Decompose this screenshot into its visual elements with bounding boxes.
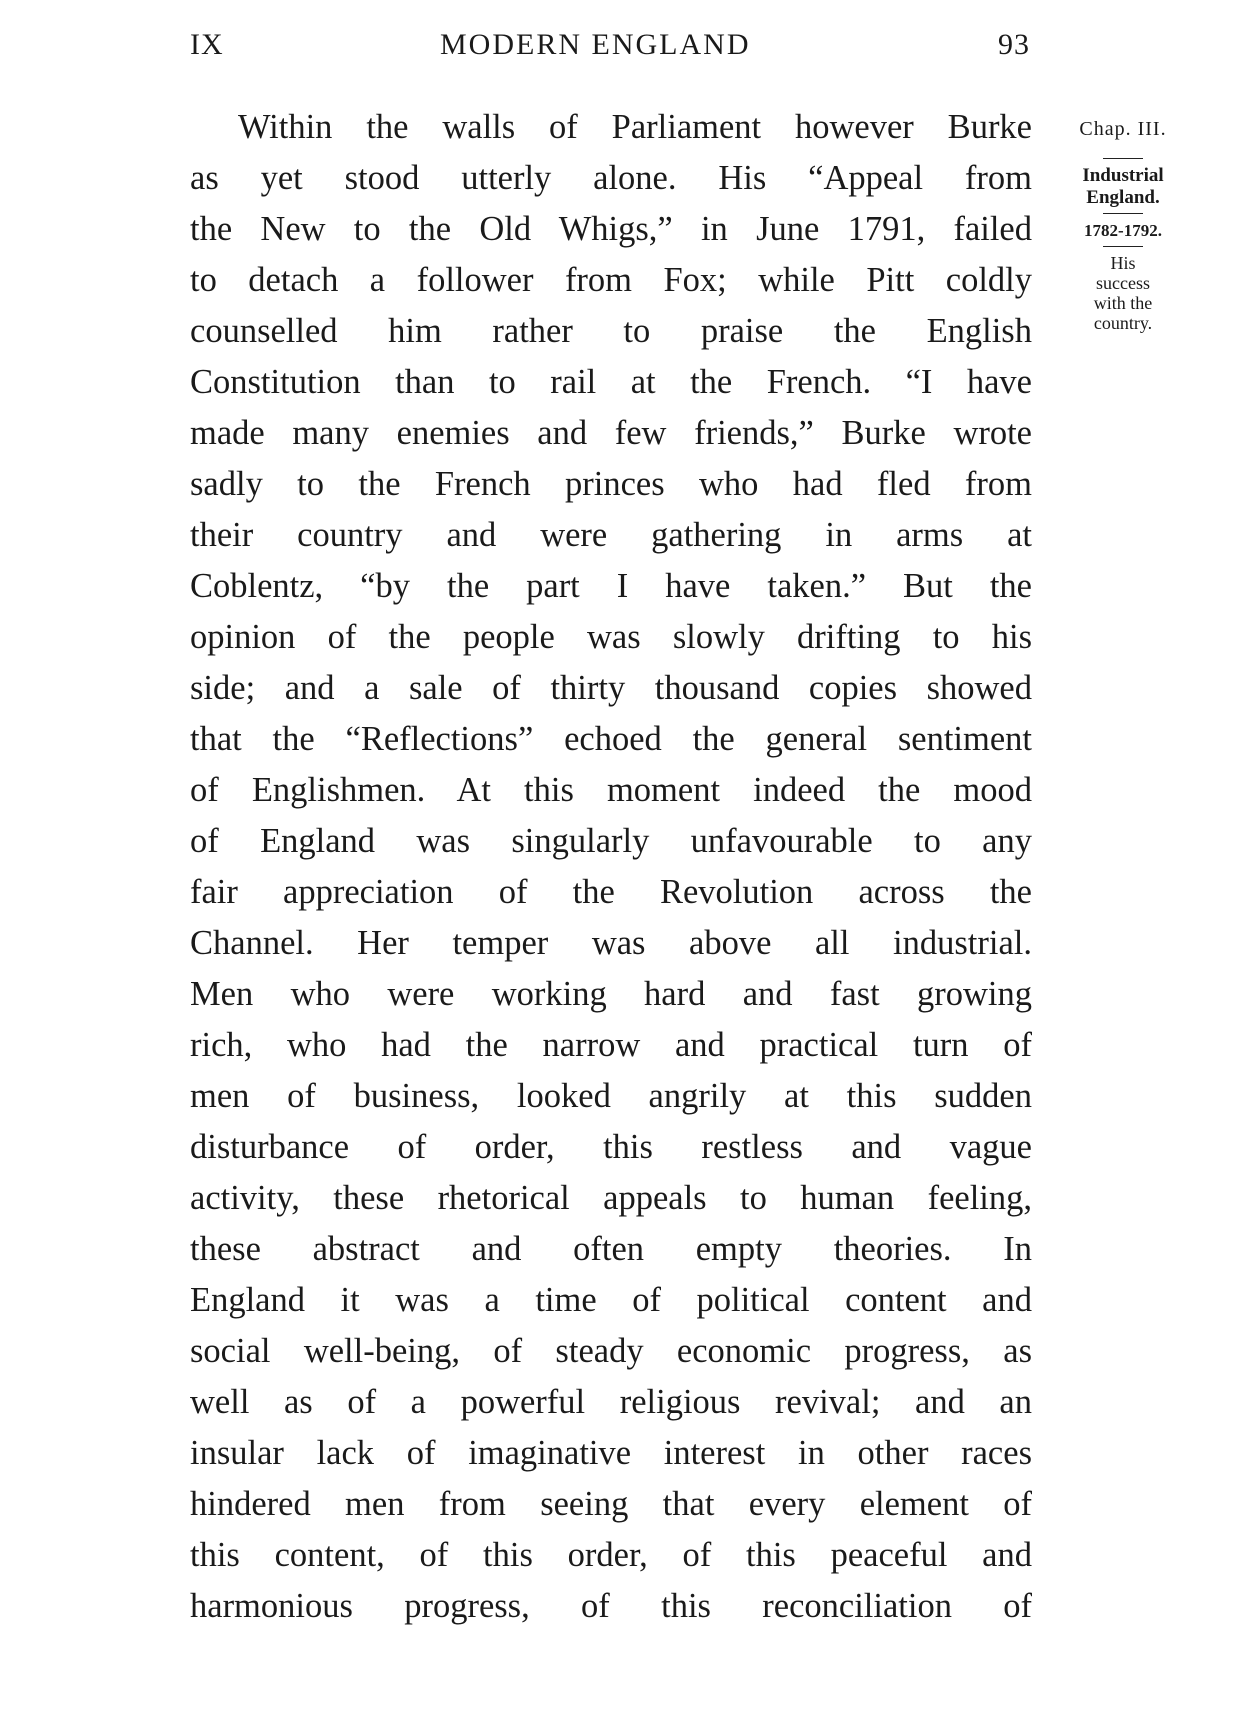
page-number: 93: [998, 28, 1030, 61]
text-line: of Englishmen. At this moment indeed the mood: [190, 771, 1032, 809]
sidenote-section-line: England.: [1086, 187, 1160, 208]
text-line: social well-being, of steady economic progress, as: [190, 1332, 1032, 1370]
chapter-number: IX: [190, 28, 224, 61]
sidenote-topic-line: success: [1096, 273, 1150, 293]
text-line: sadly to the French princes who had fled from: [190, 465, 1032, 503]
running-title: MODERN ENGLAND: [440, 28, 751, 61]
text-line: opinion of the people was slowly drifting to his: [190, 618, 1032, 656]
text-line: to detach a follower from Fox; while Pitt coldly: [190, 261, 1032, 299]
running-header: [190, 28, 1030, 68]
margin-notes: [1058, 118, 1188, 333]
body-text: [190, 102, 1032, 1632]
text-line: counselled him rather to praise the English: [190, 312, 1032, 350]
sidenote-topic-line: His: [1110, 253, 1136, 273]
text-line: Channel. Her temper was above all industrial.: [190, 924, 1032, 962]
text-line: as yet stood utterly alone. His “Appeal from: [190, 159, 1032, 197]
sidenote-rule: [1103, 246, 1143, 247]
sidenote-rule: [1103, 213, 1143, 214]
text-line: disturbance of order, this restless and vague: [190, 1128, 1032, 1166]
text-line: harmonious progress, of this reconciliation of: [190, 1587, 1032, 1625]
text-line: hindered men from seeing that every element of: [190, 1485, 1032, 1523]
text-line: Men who were working hard and fast growing: [190, 975, 1032, 1013]
text-line: that the “Reflections” echoed the general sentiment: [190, 720, 1032, 758]
text-line: made many enemies and few friends,” Burke wrote: [190, 414, 1032, 452]
text-line: fair appreciation of the Revolution across the: [190, 873, 1032, 911]
text-line: Coblentz, “by the part I have taken.” But the: [190, 567, 1032, 605]
text-line: these abstract and often empty theories. In: [190, 1230, 1032, 1268]
text-line: this content, of this order, of this peaceful and: [190, 1536, 1032, 1574]
text-line: of England was singularly unfavourable to any: [190, 822, 1032, 860]
text-line: activity, these rhetorical appeals to human feeling,: [190, 1179, 1032, 1217]
sidenote-rule: [1103, 158, 1143, 159]
sidenote-dates: 1782-1792.: [1084, 221, 1162, 240]
text-line: Constitution than to rail at the French. “I have: [190, 363, 1032, 401]
text-line: Within the walls of Parliament however Burke: [238, 108, 1032, 146]
sidenote-topic-line: country.: [1093, 313, 1153, 333]
sidenote-topic: [1058, 253, 1188, 333]
sidenote-section: [1058, 165, 1188, 209]
text-line: well as of a powerful religious revival; and an: [190, 1383, 1032, 1421]
text-line: men of business, looked angrily at this sudden: [190, 1077, 1032, 1115]
text-line: insular lack of imaginative interest in other races: [190, 1434, 1032, 1472]
sidenote-section-line: Industrial: [1082, 165, 1164, 186]
sidenote-chapter: Chap. III.: [1079, 118, 1167, 140]
text-line: the New to the Old Whigs,” in June 1791, failed: [190, 210, 1032, 248]
text-line: rich, who had the narrow and practical turn of: [190, 1026, 1032, 1064]
text-line: England it was a time of political content and: [190, 1281, 1032, 1319]
sidenote-topic-line: with the: [1093, 293, 1153, 313]
text-line: side; and a sale of thirty thousand copies showed: [190, 669, 1032, 707]
text-line: their country and were gathering in arms at: [190, 516, 1032, 554]
